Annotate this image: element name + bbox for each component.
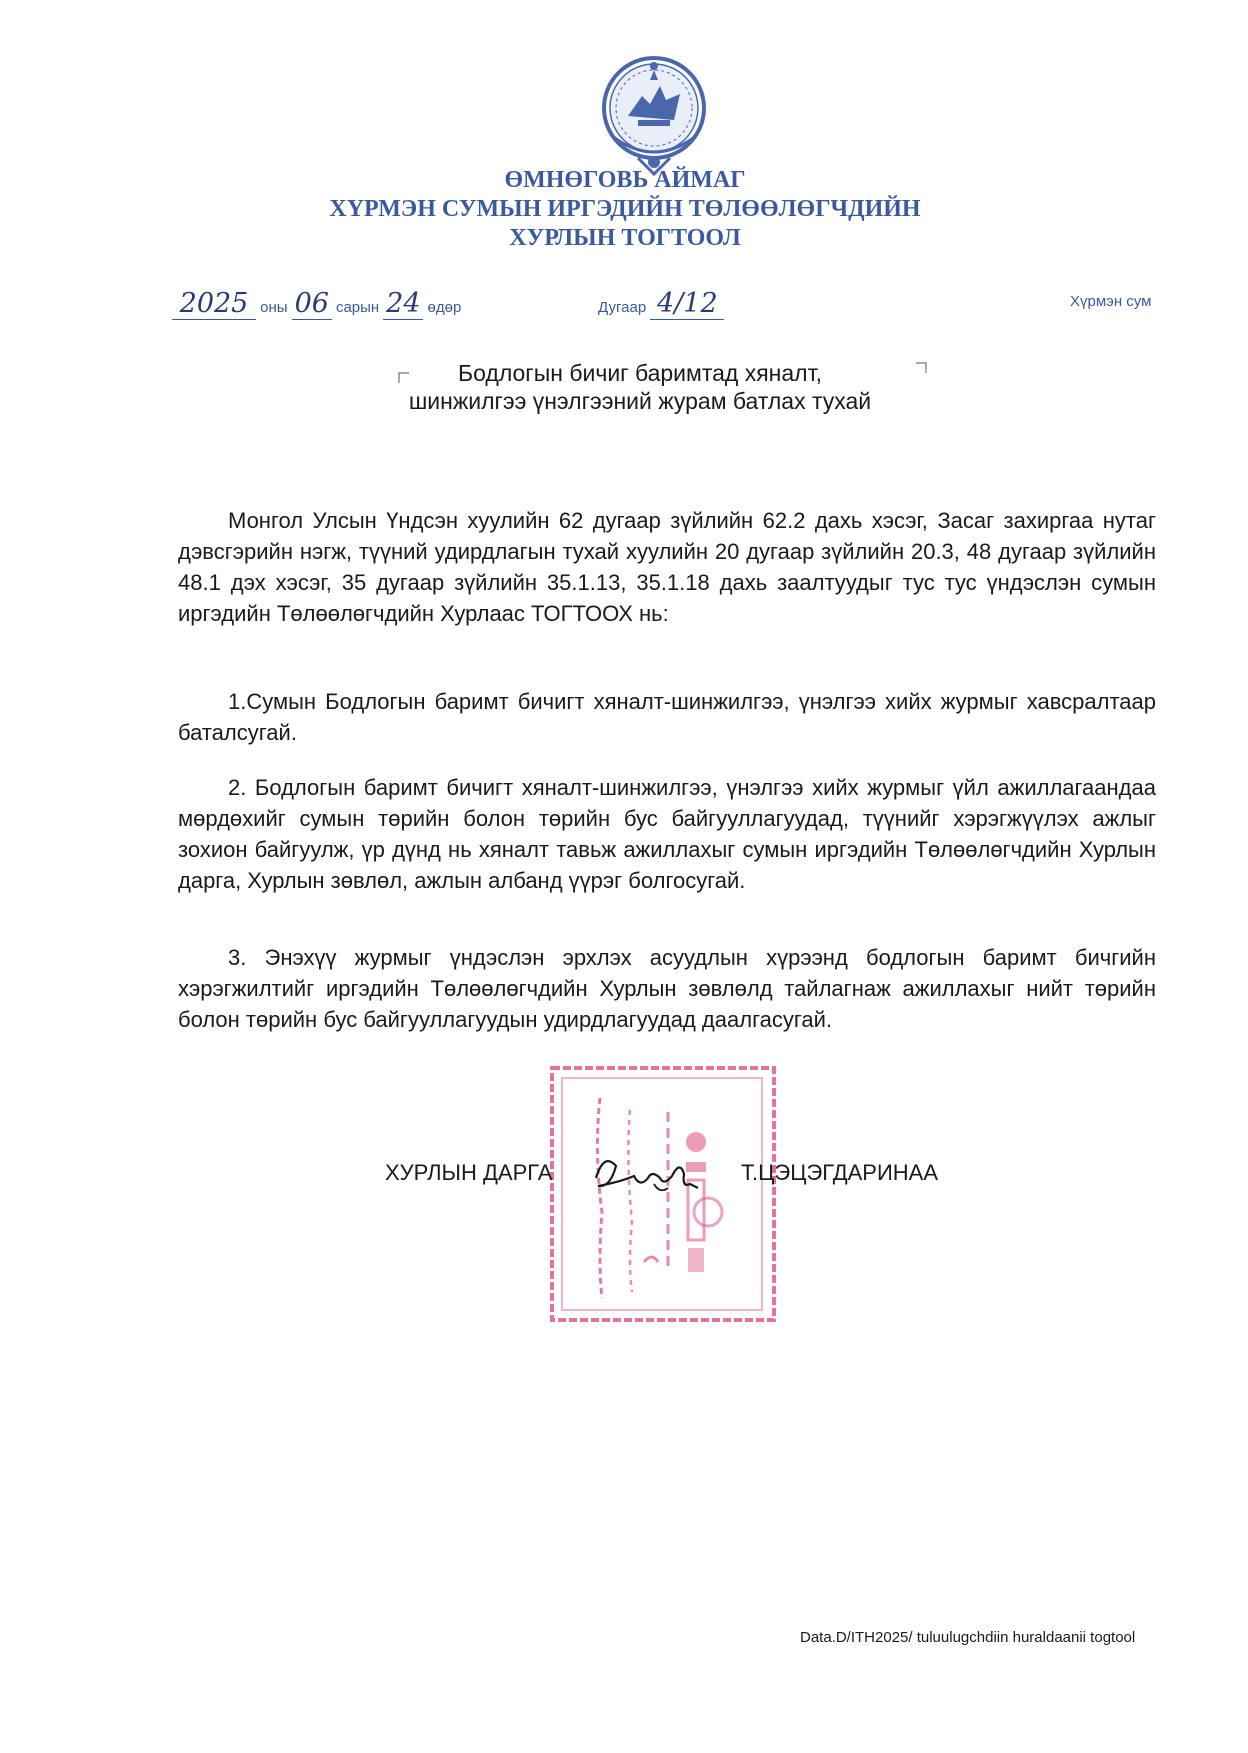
document-number: 4/12 [650,288,724,320]
date-year: 2025 [172,288,256,320]
resolution-item-3: 3. Энэхүү журмыг үндэслэн эрхлэх асуудлын хүрээнд бодлогын баримт бичгийн хэрэгжилтийг иргэдийн Төлөөлөгчдийн Хурлын зөвлөлд тайлагнаж ажиллахыг нийт төрийн болон төрийн бус байгууллагуудын удирдлагуудад даалгасугай. [178,945,1156,1032]
state-emblem-icon [598,56,710,176]
document-header [280,166,970,253]
place-name: Хүрмэн сум [1070,293,1152,310]
body-preamble [178,505,1156,629]
signatory-position: ХУРЛЫН ДАРГА [385,1160,553,1185]
header-resolution: ХУРЛЫН ТОГТООЛ [509,225,741,251]
title-line-2: шинжилгээ үнэлгээний журам батлах тухай [408,388,872,414]
date-day-suffix: өдөр [427,299,462,316]
body-item-3 [178,942,1156,1035]
signatory-name: Т.ЦЭЦЭГДАРИНАА [741,1160,939,1185]
header-council: ХҮРМЭН СУМЫН ИРГЭДИЙН ТӨЛӨӨЛӨГЧДИЙН [329,196,921,222]
file-path: Data.D/ITH2025/ tuluulugchdiin huraldaanii togtool [800,1629,1136,1646]
date-month-suffix: сарын [335,299,380,316]
header-province: ӨМНӨГОВЬ АЙМАГ [504,167,746,193]
title-line-1: Бодлогын бичиг баримтад хяналт, [458,360,822,386]
number-field [598,288,724,320]
number-label: Дугаар [598,299,647,316]
date-month: 06 [292,288,332,320]
date-year-suffix: оны [260,299,288,316]
handwritten-signature [590,1148,702,1200]
document-title [380,359,900,415]
resolution-item-1: 1.Сумын Бодлогын баримт бичигт хяналт-шинжилгээ, үнэлгээ хийх журмыг хавсралтаар баталсугай. [178,689,1156,745]
title-corner-right [916,362,927,373]
body-item-2 [178,772,1156,896]
date-field [172,288,461,320]
body-item-1 [178,686,1156,748]
date-day: 24 [383,288,423,320]
preamble-paragraph: Монгол Улсын Үндсэн хуулийн 62 дугаар зүйлийн 62.2 дахь хэсэг, Засаг захиргаа нутаг дэвсгэрийн нэгж, түүний удирдлагын тухай хуулийн 20 дугаар зүйлийн 20.3, 48 дугаар зүйлийн 48.1 дэх хэсэг, 35 дугаар зүйлийн 35.1.13, 35.1.18 дахь заалтуудыг тус тус үндэслэн сумын иргэдийн Төлөөлөгчдийн Хурлаас ТОГТООХ нь: [178,508,1156,626]
resolution-item-2: 2. Бодлогын баримт бичигт хяналт-шинжилгээ, үнэлгээ хийх журмыг үйл ажиллагаандаа мөрдөхийг сумын төрийн болон төрийн бус байгууллагуудад, түүнийг хэрэгжүүлэх ажлыг зохион байгуулж, үр дүнд нь хяналт тавьж ажиллахыг сумын иргэдийн Төлөөлөгчдийн Хурлын дарга, Хурлын зөвлөл, ажлын албанд үүрэг болгосугай. [178,775,1156,893]
